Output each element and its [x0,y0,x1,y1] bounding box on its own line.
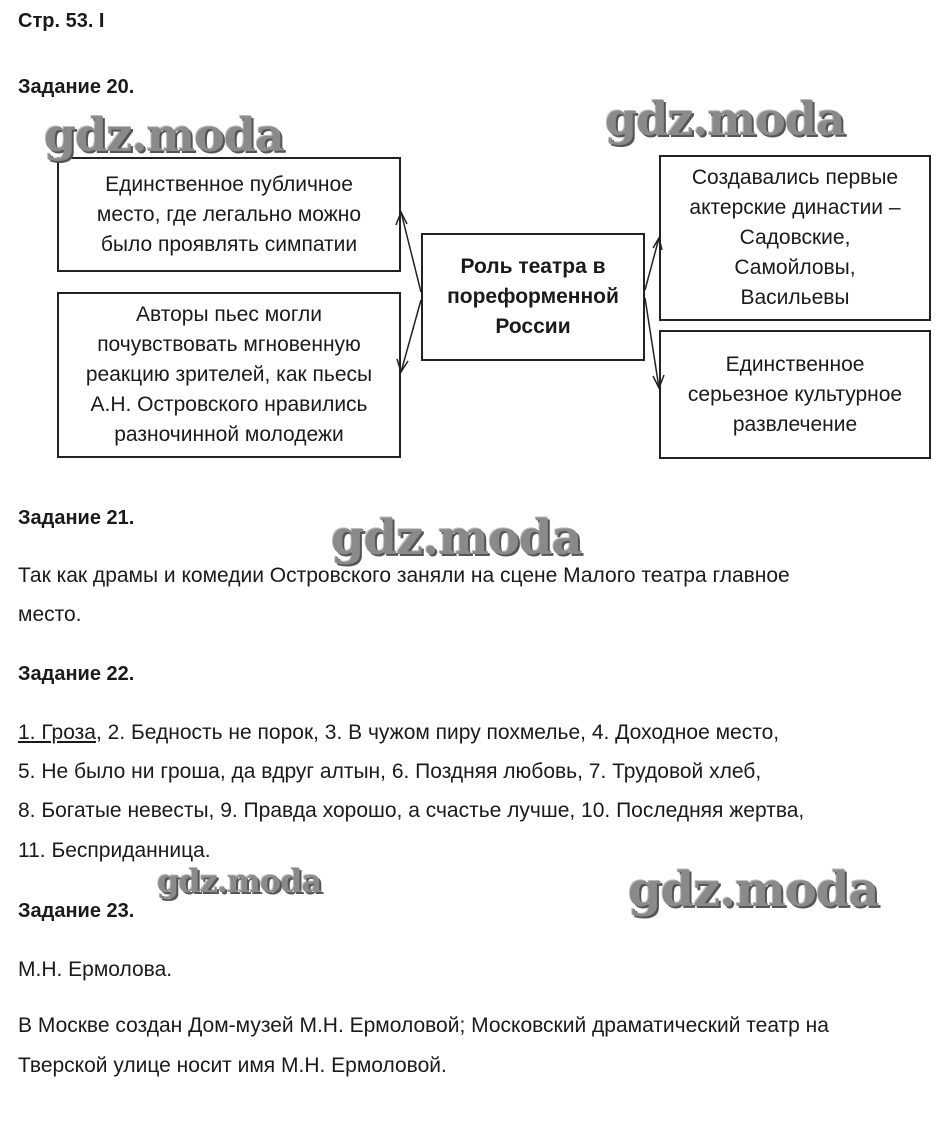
box-line: Самойловы, [734,256,856,279]
watermark-logo: gdz.moda [44,108,284,162]
box-line: развлечение [732,412,858,436]
task22-line-rest: , 2. Бедность не порок, 3. В чужом пиру похмелье, 4. Доходное место, [95,721,780,744]
watermark-logo: gdz.moda [157,862,322,900]
arrow-head [396,212,407,225]
box-line: было проявлять симпатии [100,232,358,256]
center-line: пореформенной [447,285,619,308]
task22-line-1 [18,713,779,752]
box-line: А.Н. Островского нравились [90,393,368,416]
box-line: Единственное публичное [105,172,353,196]
box-line: Васильевы [740,286,850,309]
task22-line: 8. Богатые невесты, 9. Правда хорошо, а счастье лучше, 10. Последняя жертва, [18,799,805,822]
page-header: Стр. 53. I [18,10,105,32]
task23-line: Тверской улице носит имя М.Н. Ермоловой. [18,1054,447,1077]
box-line: Садовские, [739,226,851,249]
task21-title: Задание 21. [18,507,135,529]
box-line: реакцию зрителей, как пьесы [85,363,373,386]
arrow-to-left-top [401,212,421,292]
diagram-arrows [0,0,943,500]
task22-line: 11. Бесприданница. [18,839,211,862]
box-line: Единственное [725,352,865,376]
center-line: России [495,315,571,338]
watermark-logo: gdz.moda [331,510,582,566]
box-line: серьезное культурное [687,382,903,406]
task23-line: В Москве создан Дом-музей М.Н. Ермоловой; Московский драматический театр на [18,1014,829,1037]
watermark-logo: gdz.moda [605,92,845,146]
arrow-to-left-bottom [401,300,421,372]
watermark-logo: gdz.moda [628,862,879,918]
task23-title: Задание 23. [18,900,135,922]
task21-line: место. [18,603,82,626]
task22-title: Задание 22. [18,663,135,685]
task20-title: Задание 20. [18,76,135,98]
highlighted-answer: 1. Гроза [18,721,96,744]
box-line: разночинной молодежи [114,423,344,446]
center-line: Роль театра в [460,255,606,278]
task21-line: Так как драмы и комедии Островского заняли на сцене Малого театра главное [18,564,790,587]
box-line: Создавались первые [691,166,899,189]
box-line: место, где легально можно [96,202,362,226]
box-line: почувствовать мгновенную [97,333,361,356]
arrow-to-right-bottom [645,298,659,388]
arrow-to-right-top [645,238,659,290]
task23-answer: М.Н. Ермолова. [18,958,173,981]
task22-line: 5. Не было ни гроша, да вдруг алтын, 6. Поздняя любовь, 7. Трудовой хлеб, [18,760,762,783]
box-line: Авторы пьес могли [136,303,322,326]
box-line: актерские династии – [689,196,901,219]
